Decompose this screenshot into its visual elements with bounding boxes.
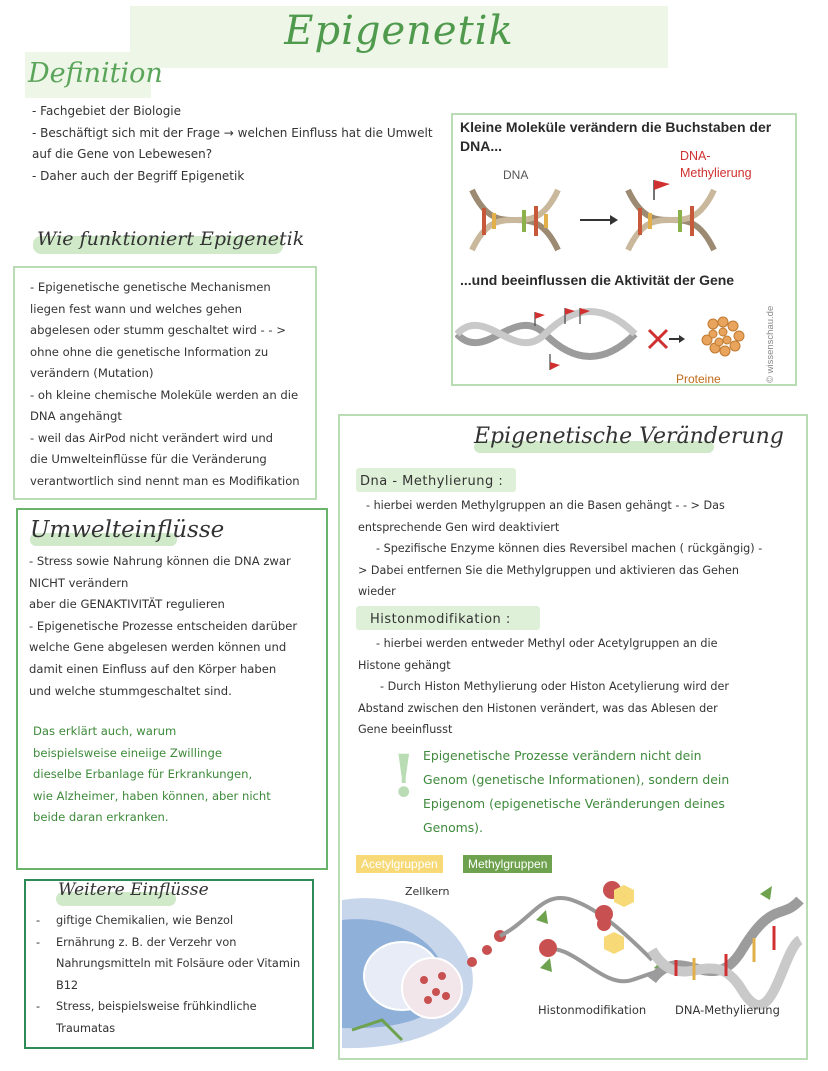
label-histonmodifikation: Histonmodifikation bbox=[538, 1003, 647, 1017]
epi-note-line: Genom (genetische Informationen), sondern dein bbox=[423, 772, 730, 787]
umwelt-note-line: dieselbe Erbanlage für Erkrankungen, bbox=[33, 767, 253, 782]
dna-line: entsprechende Gen wird deaktiviert bbox=[358, 520, 560, 534]
definition-line: auf die Gene von Lebewesen? bbox=[32, 147, 213, 161]
dna-helix-methylated-icon bbox=[628, 180, 714, 250]
list-item: - Ernährung z. B. der Verzehr von Nahrungsmitteln mit Folsäure oder Vitamin B12 bbox=[36, 932, 312, 997]
figure-subtitle: ...und beeinflussen die Aktivität der Gene bbox=[460, 272, 735, 288]
arrow-right-icon bbox=[580, 215, 618, 225]
wie-line: DNA angehängt bbox=[30, 409, 122, 423]
umwelt-line: NICHT verändern bbox=[29, 575, 129, 590]
umwelt-line: damit einen Einfluss auf den Körper haben bbox=[29, 661, 277, 676]
dna-line: - hierbei werden Methylgruppen an die Basen gehängt - - > Das bbox=[366, 499, 725, 512]
cell-nucleus-icon bbox=[342, 898, 473, 1048]
list-item: - giftige Chemikalien, wie Benzol bbox=[36, 910, 312, 932]
umwelt-line: aber die GENAKTIVITÄT regulieren bbox=[29, 597, 225, 612]
label-line: DNA- bbox=[680, 149, 711, 163]
dna-strand-icon bbox=[457, 308, 635, 370]
legend-acetylgruppen: Acetylgruppen bbox=[356, 855, 443, 873]
exclamation-icon: ! bbox=[391, 742, 417, 810]
dna-line: wieder bbox=[358, 585, 396, 598]
epi-note-line: Epigenom (epigenetische Veränderungen deines bbox=[423, 796, 725, 811]
figure-label-proteine: Proteine bbox=[676, 372, 721, 386]
umwelt-note bbox=[33, 721, 313, 829]
umwelt-line: - Epigenetische Prozesse entscheiden darüber bbox=[29, 618, 298, 633]
legend-methylgruppen: Methylgruppen bbox=[463, 855, 552, 873]
umwelt-text bbox=[29, 551, 325, 702]
his-line: - Durch Histon Methylierung oder Histon Acetylierung wird der bbox=[380, 680, 729, 693]
dna-text bbox=[358, 495, 804, 603]
definition-text bbox=[32, 101, 444, 187]
protein-chain-icon bbox=[702, 317, 744, 356]
umwelt-note-line: Das erklärt auch, warum bbox=[33, 724, 177, 738]
epi-heading: Epigenetische Veränderung bbox=[474, 424, 784, 449]
wie-line: - Epigenetische genetische Mechanismen bbox=[30, 280, 271, 294]
wie-text bbox=[30, 277, 312, 492]
wie-line: die Umwelteinflüsse für die Veränderung bbox=[30, 452, 267, 466]
histone-illustration bbox=[342, 880, 804, 1050]
dna-double-helix-icon bbox=[652, 886, 800, 1005]
his-line: Abstand zwischen den Histonen verändert, was das Ablesen der bbox=[358, 701, 718, 715]
wie-line: liegen fest wann und welches gehen bbox=[30, 301, 243, 316]
umwelt-heading: Umwelteinflüsse bbox=[30, 517, 225, 543]
definition-heading: Definition bbox=[28, 58, 163, 89]
umwelt-note-line: beide daran erkranken. bbox=[33, 810, 169, 825]
dna-heading: Dna - Methylierung : bbox=[360, 474, 504, 489]
wie-line: ohne ohne die genetische Information zu bbox=[30, 344, 269, 359]
epi-note-line: Genoms). bbox=[423, 820, 483, 835]
umwelt-line: und welche stummgeschaltet sind. bbox=[29, 683, 232, 698]
epi-note-line: Epigenetische Prozesse verändern nicht dein bbox=[423, 748, 702, 763]
figure-label-dna: DNA bbox=[503, 168, 529, 182]
page-title: Epigenetik bbox=[284, 8, 514, 54]
epi-note bbox=[423, 744, 783, 840]
label-zellkern: Zellkern bbox=[405, 885, 450, 898]
weitere-heading: Weitere Einflüsse bbox=[58, 880, 209, 900]
his-line: - hierbei werden entweder Methyl oder Acetylgruppen an die bbox=[376, 637, 718, 650]
definition-line: - Beschäftigt sich mit der Frage → welchen Einfluss hat die Umwelt bbox=[32, 125, 433, 140]
wie-line: abgelesen oder stumm geschaltet wird - - > bbox=[30, 323, 287, 337]
label-dna-methylierung: DNA-Methylierung bbox=[675, 1003, 780, 1017]
his-text bbox=[358, 633, 804, 741]
dna-line: - Spezifische Enzyme können dies Reversibel machen ( rückgängig) - bbox=[376, 542, 763, 555]
umwelt-note-line: wie Alzheimer, haben können, aber nicht bbox=[33, 788, 271, 803]
wie-line: - oh kleine chemische Moleküle werden an die bbox=[30, 387, 299, 402]
his-line: Gene beeinflusst bbox=[358, 723, 453, 736]
wie-line: verantwortlich sind nennt man es Modifikation bbox=[30, 473, 300, 488]
list-item: - Stress, beispielsweise frühkindliche Traumatas bbox=[36, 996, 312, 1039]
figure-label-methylation bbox=[680, 148, 752, 182]
weitere-list bbox=[36, 910, 312, 1039]
umwelt-line: welche Gene abgelesen werden können und bbox=[29, 640, 287, 655]
his-heading: Histonmodifikation : bbox=[370, 612, 511, 627]
definition-line: - Daher auch der Begriff Epigenetik bbox=[32, 168, 245, 183]
figure-title: Kleine Moleküle verändern die Buchstaben der DNA... bbox=[460, 119, 772, 154]
umwelt-note-line: beispielsweise eineiige Zwillinge bbox=[33, 745, 223, 760]
definition-line: - Fachgebiet der Biologie bbox=[32, 104, 182, 118]
umwelt-line: - Stress sowie Nahrung können die DNA zwar bbox=[29, 554, 291, 568]
dna-helix-icon bbox=[472, 190, 558, 250]
wie-line: verändern (Mutation) bbox=[30, 366, 154, 380]
dna-helix-illustration bbox=[460, 180, 790, 260]
his-line: Histone gehängt bbox=[358, 658, 451, 672]
blocked-cross-icon bbox=[649, 330, 685, 348]
dna-line: > Dabei entfernen Sie die Methylgruppen und aktivieren das Gehen bbox=[358, 563, 739, 577]
wie-heading: Wie funktioniert Epigenetik bbox=[37, 228, 305, 250]
wie-line: - weil das AirPod nicht verändert wird und bbox=[30, 430, 274, 445]
figure-credit: © wissenschau.de bbox=[765, 305, 776, 383]
label-line: Methylierung bbox=[680, 166, 752, 180]
